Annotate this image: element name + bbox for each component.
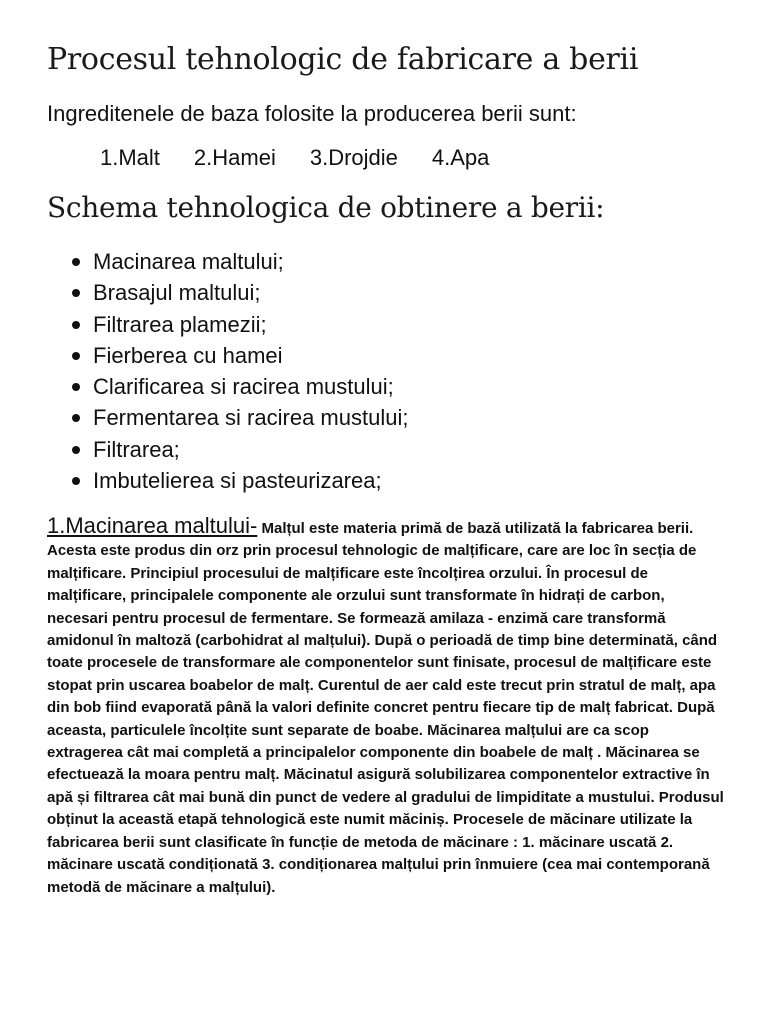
process-steps-list xyxy=(70,246,408,496)
section-heading: 1.Macinarea maltului- xyxy=(47,513,258,538)
ingredients-intro: Ingreditenele de baza folosite la producerea berii sunt: xyxy=(47,101,577,126)
list-item xyxy=(70,309,408,340)
list-item xyxy=(70,246,408,277)
list-item xyxy=(70,402,408,433)
bullet-icon xyxy=(72,321,80,329)
step-label: Clarificarea si racirea mustului; xyxy=(93,374,394,400)
list-item xyxy=(70,434,408,465)
section-body: Malțul este materia primă de bază utilizată la fabricarea berii. Acesta este produs din orz prin procesul tehnologic de malțificare, care are loc în secția de malțificare. Principiul procesului de malțificare este încolțirea orzului. În procesul de malțificare, principalele componente ale orzului sunt transformate în hidrați de carbon, necesari pentru procesul de fermentare. Se formează amilaza - enzimă care transformă amidonul în maltoză (carbohidrat al malțului). După o perioadă de timp bine determinată, când toate procesele de transformare ale componentelor sunt finisate, procesul de malțificare este stopat prin uscarea boabelor de malț. Curentul de aer cald este trecut prin stratul de malț, apa din bob fiind evaporată până la valori definite concret pentru fiecare tip de malț fabricat. După aceasta, particulele încolțite sunt separate de boabe. Măcinarea malțului are ca scop extragerea cât mai completă a principalelor componente din boabele de malț . Măcinarea se efectuează la moara pentru malț. Măcinatul asigură solubilizarea componentelor extractive în apă și filtrarea cât mai bună din punct de vedere al gradului de limpiditate a mustului. Produsul obținut la această etapă tehnologică este numit măciniș. Procesele de măcinare utilizate la fabricarea berii sunt clasificate în funcție de metoda de măcinare : 1. măcinare uscată 2. măcinare uscată condiționată 3. condiționarea malțului prin înmuiere (cea mai contemporană metodă de măcinare a malțului). xyxy=(47,520,724,896)
scheme-title: Schema tehnologica de obtinere a berii: xyxy=(47,191,605,224)
list-item xyxy=(70,277,408,308)
step-label: Filtrarea plamezii; xyxy=(93,311,267,337)
section-macinarea xyxy=(47,515,727,899)
bullet-icon xyxy=(72,414,80,422)
step-label: Macinarea maltului; xyxy=(93,249,284,274)
step-label: Imbutelierea si pasteurizarea; xyxy=(93,468,382,494)
ingredients-list xyxy=(100,145,523,171)
ingredient-item: 1.Malt xyxy=(100,145,160,170)
ingredient-item: 3.Drojdie xyxy=(309,145,398,170)
bullet-icon xyxy=(72,258,80,266)
bullet-icon xyxy=(72,383,80,391)
bullet-icon xyxy=(72,446,80,454)
step-label: Fierberea cu hamei xyxy=(93,342,283,368)
bullet-icon xyxy=(72,352,80,360)
step-label: Filtrarea; xyxy=(93,436,180,462)
step-label: Fermentarea si racirea mustului; xyxy=(93,405,409,431)
list-item xyxy=(70,465,408,496)
ingredient-item: 2.Hamei xyxy=(193,145,276,170)
bullet-icon xyxy=(72,477,80,485)
page-title: Procesul tehnologic de fabricare a berii xyxy=(47,42,639,77)
bullet-icon xyxy=(72,289,80,297)
list-item xyxy=(70,340,408,371)
step-label: Brasajul maltului; xyxy=(93,280,261,306)
list-item xyxy=(70,371,408,402)
ingredient-item: 4.Apa xyxy=(431,145,490,170)
